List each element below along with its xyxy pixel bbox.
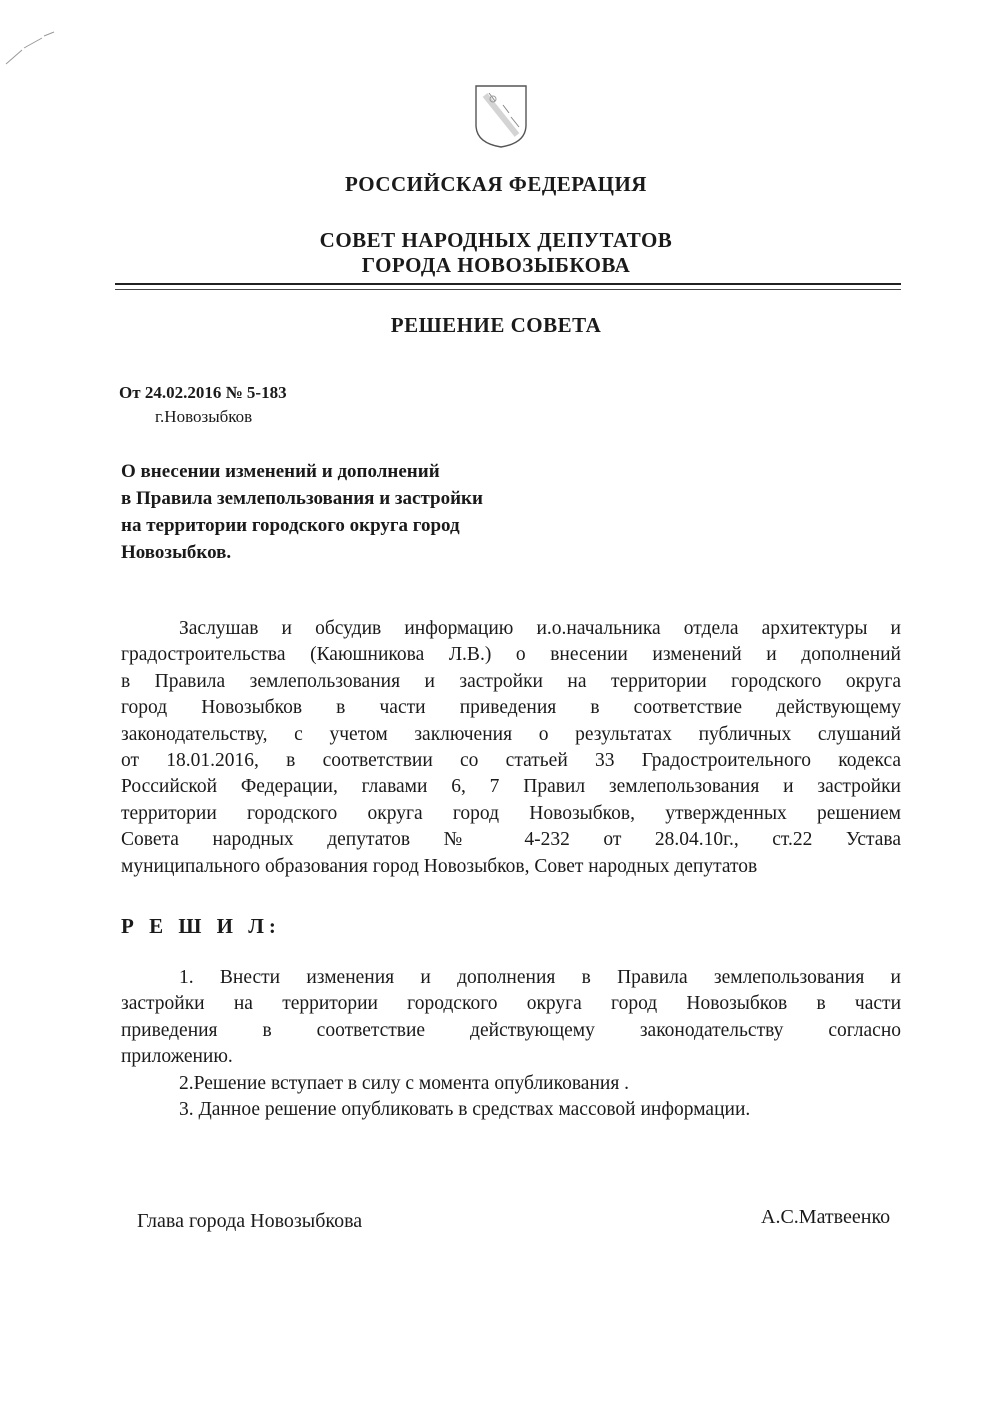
preamble-line: город Новозыбков в части приведения в соответствие действующему [121,697,901,719]
point-1-line: приведения в соответствие действующему законодательству согласно [121,1019,901,1041]
point-3: 3. Данное решение опубликовать в средствах массовой информации. [179,1098,751,1120]
header-council-line2: ГОРОДА НОВОЗЫБКОВА [361,253,631,277]
preamble-line: территории городского округа город Новозыбков, утвержденных решением [121,802,901,824]
preamble-line: Заслушав и обсудив информацию и.о.начальника отдела архитектуры и [179,618,901,639]
subject-line: в Правила землепользования и застройки [121,488,483,509]
doc-type-title: РЕШЕНИЕ СОВЕТА [390,313,602,337]
preamble-line: от 18.01.2016, в соответствии со статьей 33 Градостроительного кодекса [121,749,901,771]
signature-position: Глава города Новозыбкова [137,1210,363,1232]
subject-line: на территории городского округа город [121,515,460,536]
point-1-line: 1. Внести изменения и дополнения в Правила землепользования и [179,967,901,988]
preamble-line: муниципального образования город Новозыбков, Совет народных депутатов [121,855,758,877]
decided-heading: Р Е Ш И Л: [121,914,281,938]
preamble-line: градостроительства (Каюшникова Л.В.) о внесении изменений и дополнений [121,644,901,666]
point-1-line: застройки на территории городского округа город Новозыбков в части [121,993,901,1015]
preamble-line: законодательству, с учетом заключения о результатах публичных слушаний [121,723,901,745]
preamble-paragraph [121,616,901,880]
preamble-line: в Правила землепользования и застройки на территории городского округа [121,670,901,692]
subject-line: О внесении изменений и дополнений [121,461,440,482]
scan-mark [2,30,62,70]
coat-of-arms-emblem [473,83,529,149]
resolution-points [121,965,901,1123]
point-1-line: приложению. [121,1046,233,1068]
subject-line: Новозыбков. [121,542,232,563]
header-divider-thin [115,289,901,290]
preamble-line: Российской Федерации, главами 6, 7 Правил землепользования и застройки [121,776,901,798]
point-2: 2.Решение вступает в силу с момента опубликования . [179,1072,630,1094]
subject-heading [121,458,483,566]
signature-name: А.С.Матвеенко [761,1206,891,1228]
place: г.Новозыбков [155,407,253,426]
date-number: От 24.02.2016 № 5-183 [119,383,287,402]
header-country: РОССИЙСКАЯ ФЕДЕРАЦИЯ [345,172,647,196]
header-divider-thick [115,283,901,285]
preamble-line: Совета народных депутатов № 4-232 от 28.04.10г., ст.22 Устава [121,829,901,851]
header-council-line1: СОВЕТ НАРОДНЫХ ДЕПУТАТОВ [319,228,673,252]
